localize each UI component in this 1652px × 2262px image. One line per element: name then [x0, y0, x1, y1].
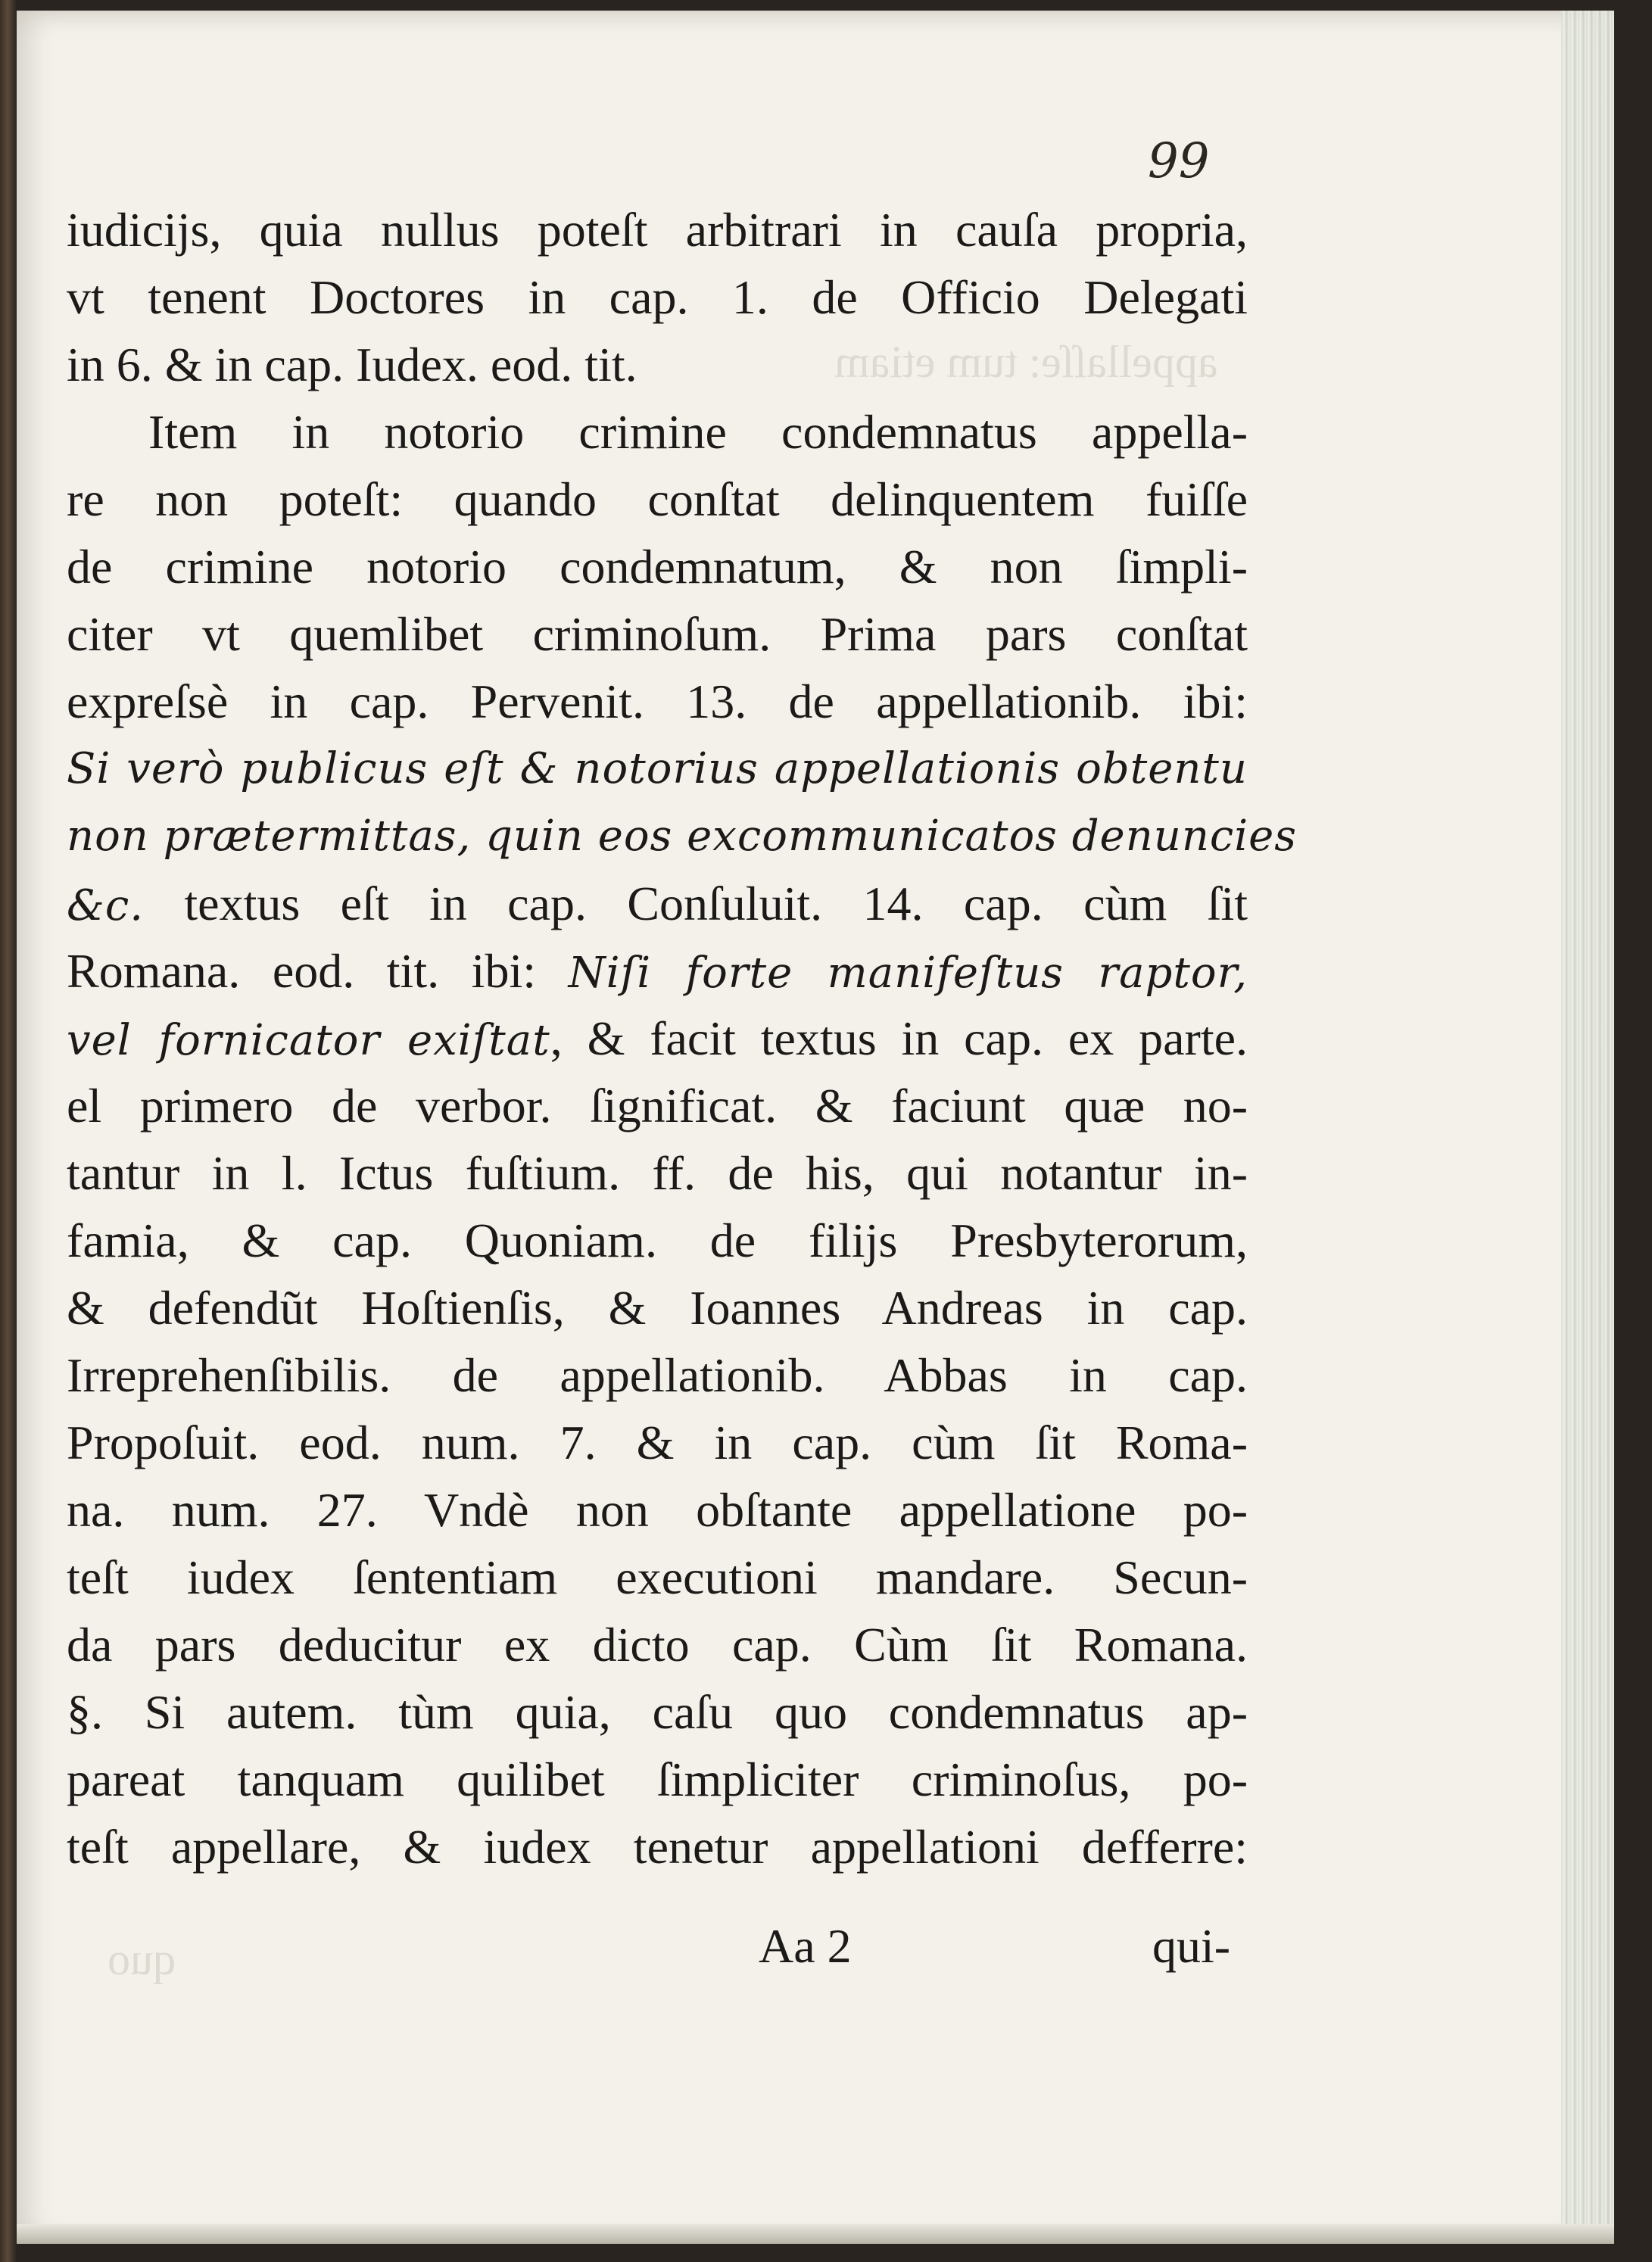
- text-line: Irreprehenſibilis. de appellationib. Abbas in cap.: [67, 1348, 1248, 1402]
- page-fore-edge: [1561, 11, 1614, 2244]
- text-line: [67, 870, 1248, 937]
- text-line: pareat tanquam quilibet ſimpliciter criminoſus, po-: [67, 1753, 1248, 1806]
- text-line: tantur in l. Ictus fuſtium. ff. de his, qui notantur in-: [67, 1146, 1248, 1200]
- text-line: vt tenent Doctores in cap. 1. de Officio Delegati: [67, 270, 1248, 324]
- text-line: §. Si autem. tùm quia, caſu quo condemnatus ap-: [67, 1685, 1248, 1739]
- catchword: qui-: [1152, 1919, 1231, 1973]
- signature-mark: Aa 2: [759, 1919, 852, 1973]
- text-line: Propoſuit. eod. num. 7. & in cap. cùm ſit Roma-: [67, 1416, 1248, 1469]
- book-page: [17, 11, 1614, 2244]
- page-bottom-edge: [17, 2224, 1614, 2244]
- italic-fragment: Niſi forte manifeſtus raptor,: [568, 949, 1248, 998]
- text-line: & defendũt Hoſtienſis, & Ioannes Andreas in cap.: [67, 1281, 1248, 1335]
- text-line: citer vt quemlibet criminoſum. Prima pars conſtat: [67, 607, 1248, 661]
- paragraph-start-line: Item in notorio crimine condemnatus appella-: [148, 405, 1248, 459]
- text-line: el primero de verbor. ſignificat. & faciunt quæ no-: [67, 1079, 1248, 1133]
- italic-fragment: vel fornicator exiſtat: [67, 1016, 550, 1065]
- text-line: [67, 1005, 1248, 1072]
- text-line: de crimine notorio condemnatum, & non ſimpli-: [67, 540, 1248, 594]
- text-line: iudicijs, quia nullus poteſt arbitrari in cauſa propria,: [67, 203, 1248, 257]
- italic-fragment: &c.: [67, 881, 145, 930]
- body-text: [67, 196, 1298, 1880]
- text-line: teſt iudex ſententiam executioni mandare. Secun-: [67, 1550, 1248, 1604]
- text-line: [67, 937, 1248, 1005]
- show-through-text: quo: [108, 1934, 176, 1984]
- italic-quotation-line: Si verò publicus eſt & notorius appellationis obtentu: [67, 744, 1248, 793]
- text-line: expreſsè in cap. Pervenit. 13. de appellationib. ibi:: [67, 675, 1248, 728]
- roman-fragment: Romana. eod. tit. ibi:: [67, 944, 569, 998]
- roman-fragment: , & facit textus in cap. ex parte.: [550, 1011, 1248, 1065]
- page-number: 99: [1148, 133, 1210, 189]
- text-line: in 6. & in cap. Iudex. eod. tit.: [67, 338, 637, 391]
- italic-quotation-line: non prætermittas, quin eos excommunicatos denuncies: [67, 812, 1298, 861]
- show-through-text: appellaſſe: tum etiam: [834, 337, 1218, 387]
- text-line: famia, & cap. Quoniam. de filijs Presbyterorum,: [67, 1214, 1248, 1267]
- text-line: teſt appellare, & iudex tenetur appellationi defferre:: [67, 1820, 1248, 1874]
- text-line: da pars deducitur ex dicto cap. Cùm ſit Romana.: [67, 1618, 1248, 1672]
- text-line: na. num. 27. Vndè non obſtante appellatione po-: [67, 1483, 1248, 1537]
- roman-fragment: textus eſt in cap. Conſuluit. 14. cap. cùm ſit: [144, 877, 1248, 930]
- text-line: re non poteſt: quando conſtat delinquentem fuiſſe: [67, 472, 1248, 526]
